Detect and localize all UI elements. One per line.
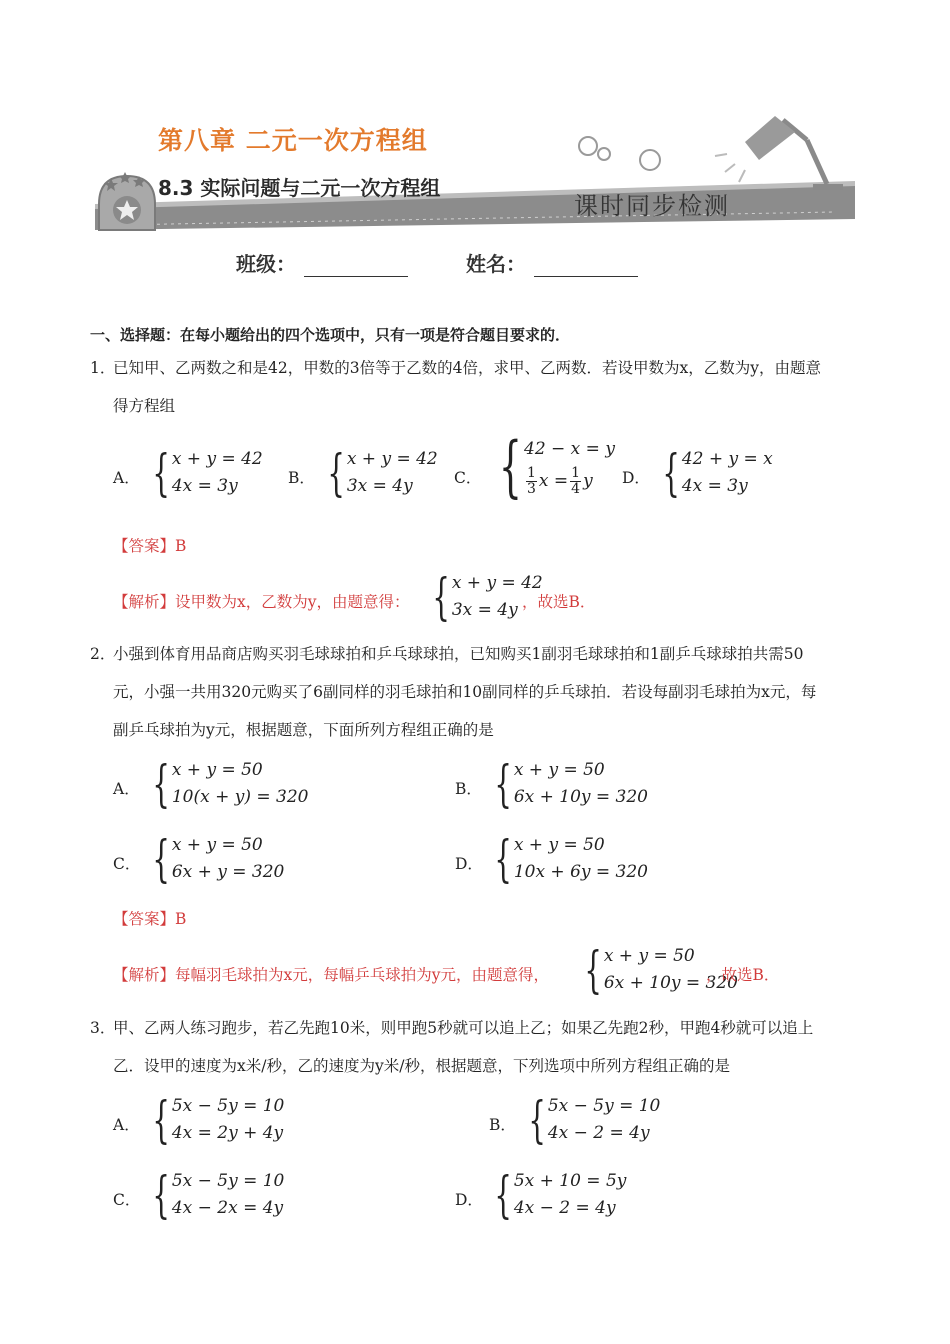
equation: 5x − 5y = 10 [171,1171,285,1191]
q1-option-a[interactable] [138,446,263,500]
subject-label: 课时同步检测 [574,192,730,220]
equation: x + y = 50 [171,835,263,855]
q1-answer [113,534,186,556]
q2-analysis-end: ，故选B． [706,966,780,984]
brace: { [152,1091,170,1149]
brace: { [494,755,512,813]
equation: x + y = 50 [171,760,263,780]
equation [524,463,615,499]
brace: { [494,1166,512,1224]
denominator: 4 [571,480,581,497]
equation: 6x + y = 320 [171,862,285,882]
brace: { [152,1166,170,1224]
q3-option-b[interactable] [514,1093,660,1147]
equation: 10x + 6y = 320 [513,862,649,882]
q2-option-a[interactable] [138,757,308,811]
equation: x + y = 50 [603,946,695,966]
fraction [526,466,537,497]
q2-analysis-text [113,963,549,985]
q2-line3: 副乒乓球拍为y元，根据题意，下面所列方程组正确的是 [113,721,494,739]
analysis-tag: 【解析】 [113,966,176,984]
brace: { [494,830,512,888]
q3-line1: 甲、乙两人练习跑步，若乙先跑10米，则甲跑5秒就可以追上乙；如果乙先跑2秒，甲跑4秒就可以追上 [113,1019,814,1037]
q2-option-b[interactable] [480,757,648,811]
section-title: 8.3 实际问题与二元一次方程组 [158,176,441,200]
equation: x + y = 50 [513,760,605,780]
q1-line2: 得方程组 [113,397,176,415]
equation: x + y = 42 [346,449,438,469]
equation: 3x = 4y [451,600,518,620]
q1-option-a-label[interactable]: A． [113,469,140,487]
analysis-body: 每幅羽毛球拍为x元，每幅乒乓球拍为y元，由题意得， [175,966,550,984]
answer-value: B [175,910,187,928]
equation: 4x − 2 = 4y [513,1198,616,1218]
answer-tag: 【答案】 [113,910,176,928]
q2-number: 2． [90,645,116,663]
brace: { [432,568,450,626]
q3-option-a-label[interactable]: A． [113,1116,140,1134]
brace: { [152,755,170,813]
q1-option-b-label[interactable]: B． [288,469,315,487]
equation: 4x − 2 = 4y [547,1123,650,1143]
equation: x + y = 42 [451,573,543,593]
q1-option-c[interactable] [480,428,615,505]
q1-option-d[interactable] [648,446,773,500]
equation: 6x + 10y = 320 [513,787,649,807]
brace: { [528,1091,546,1149]
q1-analysis-text [113,590,410,612]
brace: { [498,428,522,505]
equation-part: y [583,470,593,491]
analysis-body: 设甲数为x，乙数为y，由题意得： [175,593,410,611]
q2-option-d[interactable] [480,832,648,886]
q3-option-c[interactable] [138,1168,284,1222]
q3-option-b-label[interactable]: B． [489,1116,516,1134]
analysis-tag: 【解析】 [113,593,176,611]
q1-option-b[interactable] [313,446,438,500]
q3-number: 3． [90,1019,116,1037]
equation: 10(x + y) = 320 [171,787,309,807]
equation: 6x + 10y = 320 [603,973,739,993]
q2-line2: 元，小强一共用320元购买了6副同样的羽毛球拍和10副同样的乒乓球拍．若设每副羽毛球拍为x元，每 [113,683,817,701]
q3-line2: 乙．设甲的速度为x米/秒，乙的速度为y米/秒，根据题意，下列选项中所列方程组正确的是 [113,1057,730,1075]
q1-option-d-label[interactable]: D． [622,469,650,487]
q2-line1: 小强到体育用品商店购买羽毛球球拍和乒乓球球拍，已知购买1副羽毛球球拍和1副乒乓球球拍共需50 [113,645,804,663]
name-field [466,248,638,277]
equation: 42 + y = x [681,449,773,469]
equation: x + y = 42 [171,449,263,469]
chapter-title: 第八章 二元一次方程组 [158,126,428,155]
equation: 42 − x = y [524,438,615,459]
numerator: 1 [527,464,536,481]
q3-option-c-label[interactable]: C． [113,1191,141,1209]
equation: x + y = 50 [513,835,605,855]
class-label: 班级： [236,252,296,276]
equation: 4x = 3y [171,476,238,496]
q1-line1: 已知甲、乙两数之和是42，甲数的3倍等于乙数的4倍，求甲、乙两数．若设甲数为x，乙数为y，由题意 [113,359,821,377]
q3-option-a[interactable] [138,1093,284,1147]
q2-option-d-label[interactable]: D． [455,855,483,873]
equation: 4x = 2y + 4y [171,1123,284,1143]
section-heading: 一、选择题：在每小题给出的四个选项中，只有一项是符合题目要求的． [90,326,571,344]
name-blank[interactable] [534,256,638,277]
q3-option-d-label[interactable]: D． [455,1191,483,1209]
equation: 4x − 2x = 4y [171,1198,284,1218]
brace: { [152,444,170,502]
numerator: 1 [571,464,581,481]
class-field [236,248,408,277]
equation: 5x + 10 = 5y [513,1171,627,1191]
q1-number: 1． [90,359,116,377]
brace: { [152,830,170,888]
brace: { [327,444,345,502]
equation: 5x − 5y = 10 [547,1096,661,1116]
brace: { [662,444,680,502]
q2-answer [113,907,186,929]
equation: 4x = 3y [681,476,748,496]
q3-option-d[interactable] [480,1168,626,1222]
q2-option-a-label[interactable]: A． [113,780,140,798]
q2-option-b-label[interactable]: B． [455,780,482,798]
q2-option-c-label[interactable]: C． [113,855,141,873]
equation: 5x − 5y = 10 [171,1096,285,1116]
q2-option-c[interactable] [138,832,284,886]
fraction [570,466,581,497]
class-blank[interactable] [304,256,408,277]
equation: 3x = 4y [346,476,413,496]
denominator: 3 [527,480,536,497]
equation-part: x = [538,470,569,491]
q1-analysis-end: ，故选B． [522,593,596,611]
brace: { [584,941,602,999]
answer-value: B [175,537,187,555]
q1-option-c-label[interactable]: C． [454,469,482,487]
answer-tag: 【答案】 [113,537,176,555]
name-label: 姓名： [466,252,526,276]
